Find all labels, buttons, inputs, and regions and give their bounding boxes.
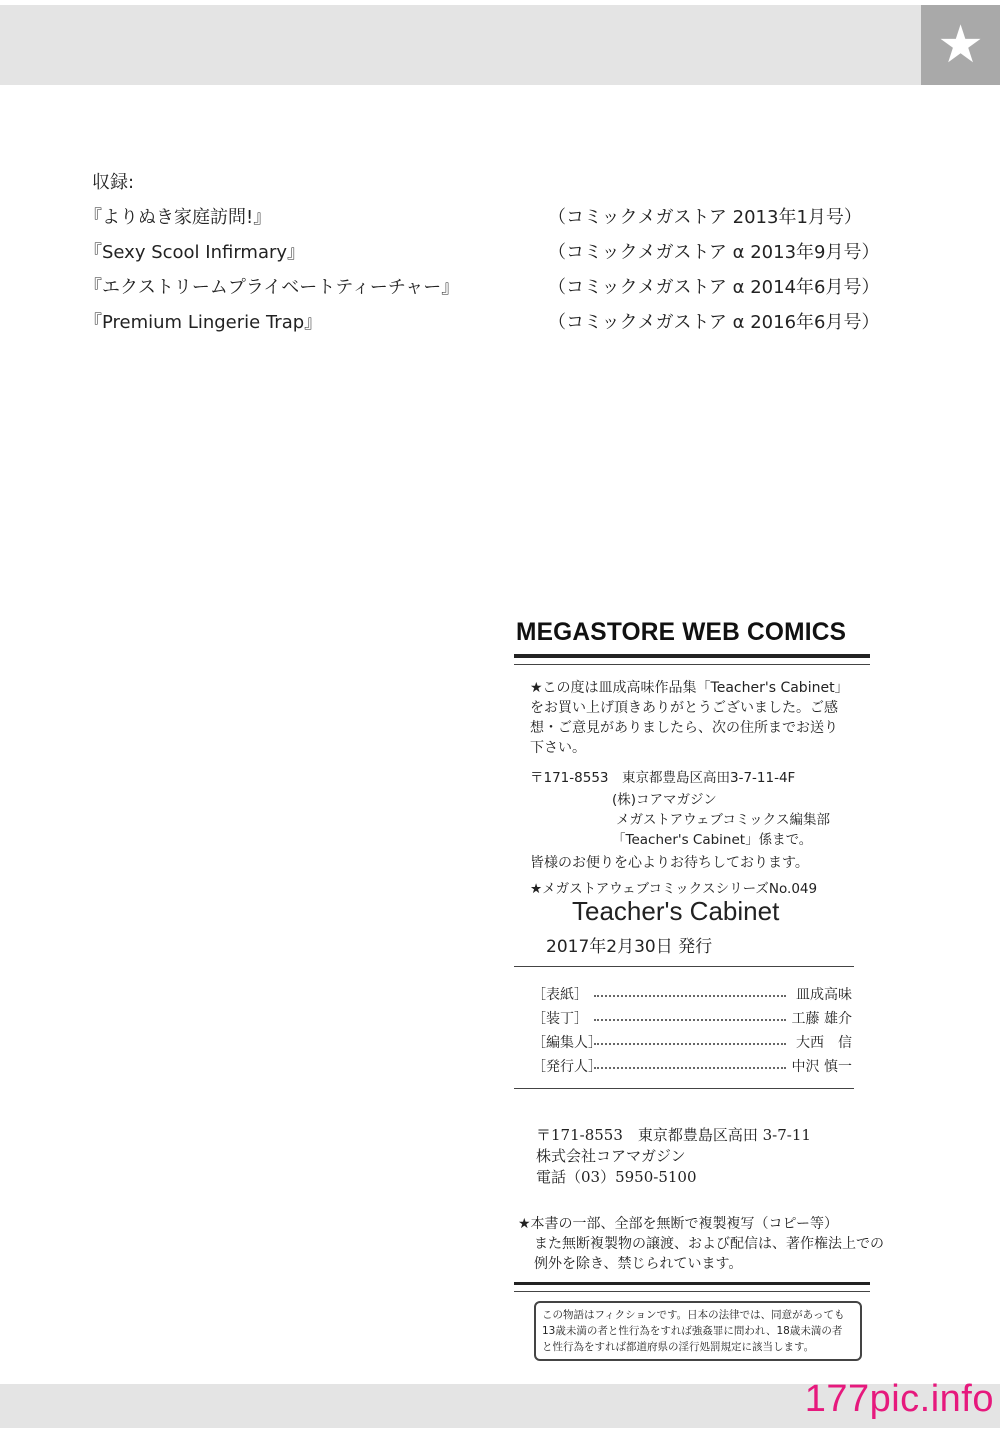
credit-row	[532, 1032, 852, 1054]
site-watermark: 177pic.info	[804, 1378, 994, 1420]
story-source: （コミックメガストア α 2016年6月号）	[548, 312, 880, 333]
disclaimer-line: と性行為をすれば都道府県の淫行処罰規定に該当します。	[542, 1341, 815, 1353]
publish-date: 2017年2月30日 発行	[546, 937, 713, 957]
credit-role: ［発行人］	[532, 1059, 602, 1075]
contents-heading: 収録:	[92, 172, 135, 193]
company-phone: 電話（03）5950-5100	[536, 1168, 697, 1186]
fiction-disclaimer	[534, 1301, 862, 1361]
credit-name: 皿成高味	[796, 987, 852, 1003]
story-title: 『よりぬき家庭訪問!』	[84, 207, 272, 228]
disclaimer-line: この物語はフィクションです。日本の法律では、同意があっても	[542, 1309, 845, 1321]
story-source: （コミックメガストア α 2014年6月号）	[548, 277, 880, 298]
message-line: 想・ご意見がありましたら、次の住所までお送り	[530, 720, 838, 736]
story-title: 『Sexy Scool Infirmary』	[84, 242, 306, 263]
message-line: をお買い上げ頂きありがとうございました。ご感	[530, 700, 838, 716]
mail-attention: 「Teacher's Cabinet」係まで。	[612, 832, 813, 848]
top-bar	[0, 5, 921, 85]
credit-row	[532, 1008, 852, 1030]
list-item	[84, 203, 892, 233]
closing-text: 皆様のお便りを心よりお待ちしております。	[530, 855, 809, 871]
copyright-notice	[518, 1214, 888, 1274]
divider	[514, 664, 870, 665]
divider	[514, 1282, 870, 1285]
story-title: 『Premium Lingerie Trap』	[84, 312, 323, 333]
message-line: 下さい。	[530, 740, 586, 756]
list-item	[84, 308, 892, 338]
story-source: （コミックメガストア 2013年1月号）	[548, 207, 862, 228]
story-title: 『エクストリームプライベートティーチャー』	[84, 277, 460, 298]
credit-row	[532, 984, 852, 1006]
dot-leader	[594, 1019, 786, 1021]
dot-leader	[594, 995, 786, 997]
book-title: Teacher's Cabinet	[572, 896, 780, 926]
story-source: （コミックメガストア α 2013年9月号）	[548, 242, 880, 263]
divider	[514, 654, 870, 658]
list-item	[84, 238, 892, 268]
series-number: ★メガストアウェブコミックスシリーズNo.049	[530, 881, 818, 897]
credit-role: ［表紙］	[532, 987, 588, 1003]
mail-department: メガストアウェブコミックス編集部	[616, 812, 830, 828]
star-icon[interactable]: ★	[921, 5, 1000, 85]
credit-name: 工藤 雄介	[791, 1011, 852, 1027]
credit-role: ［編集人］	[532, 1035, 602, 1051]
credit-name: 中沢 慎一	[791, 1059, 852, 1075]
list-item	[84, 273, 892, 303]
credit-row	[532, 1056, 852, 1078]
divider	[514, 966, 854, 967]
divider	[514, 1291, 870, 1292]
notice-line: また無断複製物の譲渡、および配信は、著作権法上での	[534, 1236, 884, 1252]
credit-role: ［装丁］	[532, 1011, 588, 1027]
brand-logo: MEGASTORE WEB COMICS	[516, 618, 847, 646]
mail-company: (株)コアマガジン	[612, 792, 717, 808]
company-name: 株式会社コアマガジン	[536, 1147, 686, 1165]
company-address: 〒171-8553 東京都豊島区高田 3-7-11	[536, 1126, 811, 1144]
notice-line: ★本書の一部、全部を無断で複製複写（コピー等）	[518, 1216, 838, 1232]
credit-name: 大西 信	[796, 1035, 852, 1051]
dot-leader	[594, 1043, 786, 1045]
disclaimer-line: 13歳未満の者と性行為をすれば強姦罪に問われ、18歳未満の者	[542, 1325, 843, 1337]
mail-address: 〒171-8553 東京都豊島区高田3-7-11-4F	[530, 770, 796, 786]
divider	[514, 1088, 854, 1089]
message-line: ★この度は皿成高味作品集「Teacher's Cabinet」	[530, 680, 849, 696]
notice-line: 例外を除き、禁じられています。	[534, 1256, 743, 1272]
dot-leader	[594, 1067, 786, 1069]
reader-message	[530, 678, 860, 758]
